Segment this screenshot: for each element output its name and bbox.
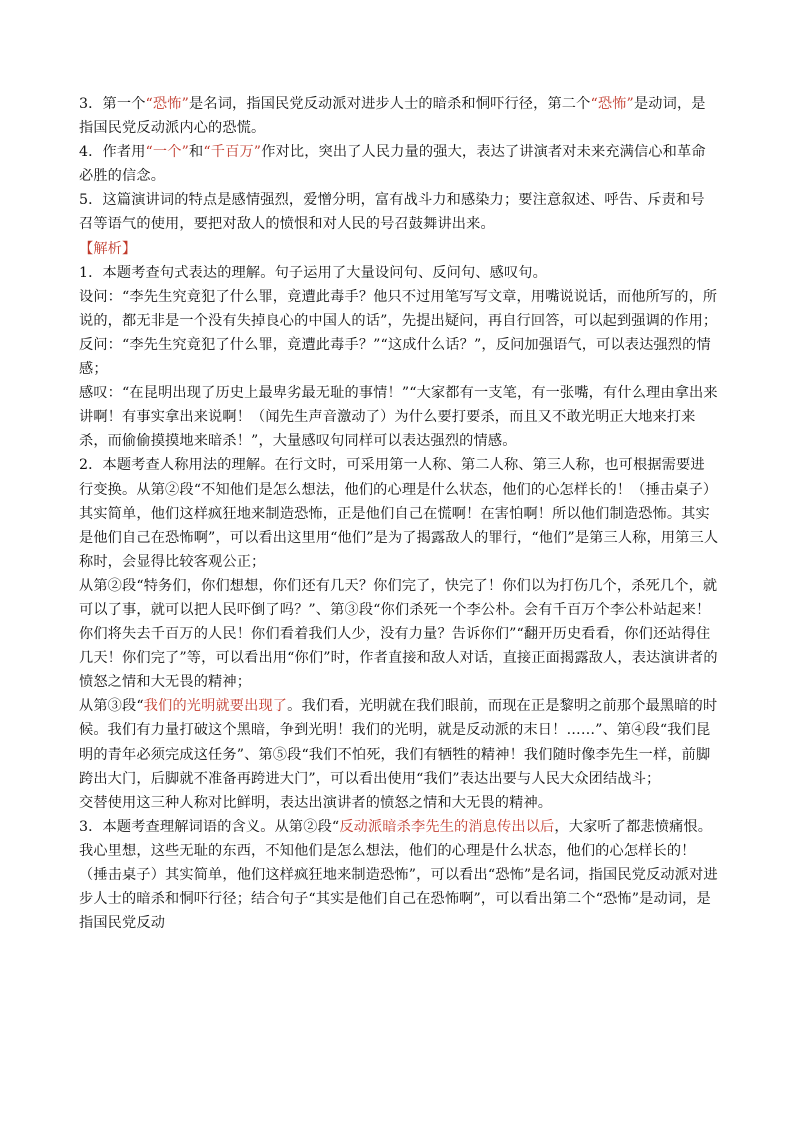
text-segment: 从第②段“特务们，你们想想，你们还有几天？你们完了，快完了！你们以为打伤几个，杀死几个，就可以了事，就可以把人民吓倒了吗？”、第③段“你们杀死一个李公朴。会有千百万个李公朴站起来！你们将失去千百万的人民！你们看着我们人少，没有力量？告诉你们”“翻开历史看看，你们还站得住几天！你们完了”等，可以看出用“你们”时，作者直接和敌人对话，直接正面揭露敌人，表达演讲者的愤怒之情和大无畏的精神；: [79, 577, 718, 691]
text-segment: 作对比，突出了人民力量的强大，表达了讲演者对未来充满信心和革命必胜的信念。: [79, 144, 706, 185]
highlighted-text: “千百万”: [203, 144, 262, 161]
paragraph: [79, 791, 719, 815]
highlighted-text: “一个”: [145, 144, 190, 161]
text-segment: 2．本题考查人称用法的理解。在行文时，可采用第一人称、第二人称、第三人称，也可根据需要进行变换。从第②段“不知他们是怎么想法，他们的心理是什么状态，他们的心怎样长的！（捶击桌子）其实简单，他们这样疯狂地来制造恐怖，正是他们自己在慌啊！在害怕啊！所以他们制造恐怖。其实是他们自己在恐怖啊”，可以看出这里用“他们”是为了揭露敌人的罪行，“他们”是第三人称，用第三人称时，会显得比较客观公正；: [79, 457, 719, 570]
paragraph: [79, 333, 719, 381]
paragraph: [79, 574, 719, 694]
paragraph: [79, 381, 719, 453]
text-segment: 5．这篇演讲词的特点是感情强烈，爱憎分明，富有战斗力和感染力；要注意叙述、呼告、斥责和号召等语气的使用，要把对敌人的愤恨和对人民的号召鼓舞讲出来。: [79, 192, 705, 233]
text-segment: 是名词，指国民党反动派对进步人士的暗杀和恫吓行径，第二个: [189, 96, 591, 112]
highlighted-text: 我们的光明就要出现了: [143, 698, 288, 715]
highlighted-text: 反动派暗杀李先生的消息传出以后: [339, 818, 555, 835]
paragraph: [79, 261, 719, 285]
highlighted-text: “恐怖”: [145, 96, 190, 112]
text-segment: 是动词，是指国民党反动派内心的恐慌。: [79, 96, 706, 137]
paragraph: [79, 453, 719, 573]
text-segment: 设问：“李先生究竟犯了什么罪，竟遭此毒手？他只不过用笔写写文章，用嘴说说话，而他所写的，所说的，都无非是一个没有失掉良心的中国人的话”，先提出疑问，再自行回答，可以起到强调的作用；: [79, 288, 718, 329]
text-segment: 【解析】: [79, 240, 137, 257]
text-segment: 从第③段“: [79, 698, 144, 715]
text-segment: 1．本题考查句式表达的理解。句子运用了大量设问句、反问句、感叹句。: [79, 264, 547, 281]
text-segment: 3．第一个: [79, 96, 146, 112]
paragraph: [79, 140, 719, 188]
paragraph: [79, 188, 719, 236]
paragraph: [79, 285, 719, 333]
paragraph: [79, 92, 719, 140]
highlighted-text: “恐怖”: [590, 96, 634, 112]
text-segment: 感叹：“在昆明出现了历史上最卑劣最无耻的事情！”“大家都有一支笔，有一张嘴，有什么理由拿出来讲啊！有事实拿出来说啊！（闻先生声音激动了）为什么要打要杀，而且又不敢光明正大地来打来杀，而偷偷摸摸地来暗杀！”，大量感叹句同样可以表达强烈的情感。: [79, 385, 718, 450]
answer-analysis-text: [79, 92, 719, 935]
text-segment: 3．本题考查理解词语的含义。从第②段“: [79, 818, 340, 835]
text-segment: 。我们看，光明就在我们眼前，而现在正是黎明之前那个最黑暗的时候。我们有力量打破这个黑暗，争到光明！我们的光明，就是反动派的末日！……”、第④段“我们昆明的青年必须完成这任务”、第⑤段“我们不怕死，我们有牺牲的精神！我们随时像李先生一样，前脚跨出大门，后脚就不准备再跨进大门”，可以看出使用“我们”表达出要与人民大众团结战斗；: [79, 698, 718, 787]
paragraph: [79, 694, 719, 790]
text-segment: 反问：“李先生究竟犯了什么罪，竟遭此毒手？”“这成什么话？”，反问加强语气，可以表达强烈的情感；: [79, 336, 711, 378]
text-segment: 和: [189, 144, 204, 161]
text-segment: ，大家听了都悲愤痛恨。我心里想，这些无耻的东西，不知他们是怎么想法，他们的心理是什么状态，他们的心怎样长的！（捶击桌子）其实简单，他们这样疯狂地来制造恐怖”，可以看出“恐怖”是名词，指国民党反动派对进步人士的暗杀和恫吓行径；结合句子“其实是他们自己在恐怖啊”，可以看出第二个“恐怖”是动词，是指国民党反动: [79, 818, 718, 932]
paragraph: [79, 815, 719, 935]
section-heading-analysis: [79, 237, 719, 261]
text-segment: 4．作者用: [79, 144, 146, 161]
text-segment: 交替使用这三种人称对比鲜明，表达出演讲者的愤怒之情和大无畏的精神。: [79, 794, 553, 811]
